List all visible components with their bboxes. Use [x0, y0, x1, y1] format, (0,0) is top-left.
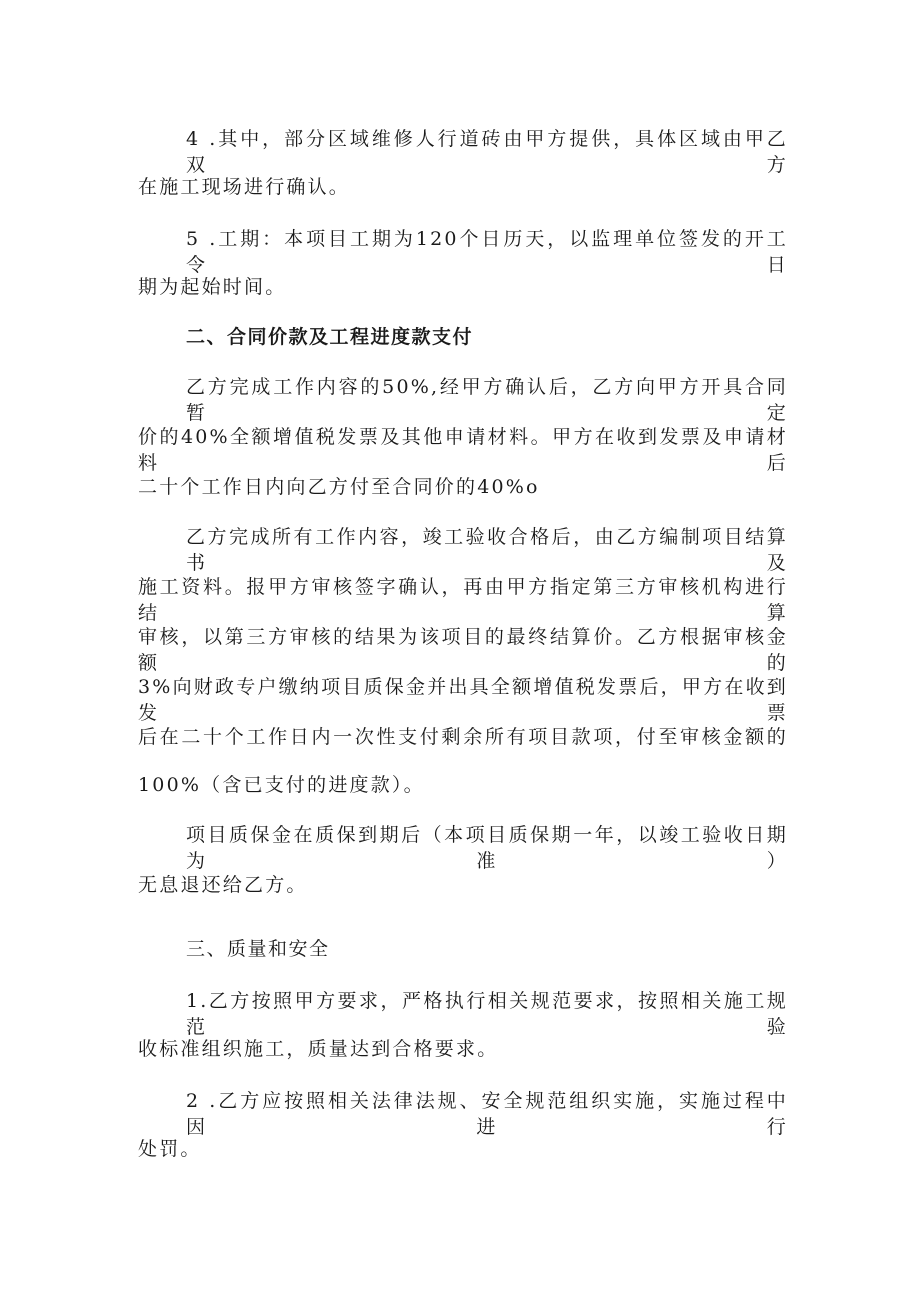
paragraph-line: 收标准组织施工，质量达到合格要求。: [138, 1038, 499, 1060]
paragraph-line: 价的40%全额增值税发票及其他申请材料。甲方在收到发票及申请材料后: [138, 426, 788, 474]
paragraph-line: 5 .工期：本项目工期为120个日历天，以监理单位签发的开工令日: [186, 228, 788, 276]
paragraph-line: 乙方完成所有工作内容，竣工验收合格后，由乙方编制项目结算书及: [186, 526, 788, 574]
paragraph-line: 3%向财政专户缴纳项目质保金并出具全额增值税发票后，甲方在收到发票: [138, 676, 788, 724]
paragraph-line: 施工资料。报甲方审核签字确认，再由甲方指定第三方审核机构进行结算: [138, 576, 788, 624]
paragraph-line: 2 .乙方应按照相关法律法规、安全规范组织实施，实施过程中因进行: [186, 1090, 788, 1138]
paragraph-line: 项目质保金在质保到期后（本项目质保期一年，以竣工验收日期为准）: [186, 824, 788, 872]
paragraph-line: 4 .其中，部分区域维修人行道砖由甲方提供，具体区域由甲乙双方: [186, 128, 788, 176]
section-heading: 三、质量和安全: [186, 938, 330, 960]
section-heading: 二、合同价款及工程进度款支付: [186, 326, 474, 348]
paragraph-line: 二十个工作日内向乙方付至合同价的40%o: [138, 476, 540, 498]
paragraph-line: 审核，以第三方审核的结果为该项目的最终结算价。乙方根据审核金额的: [138, 626, 788, 674]
paragraph-line: 期为起始时间。: [138, 276, 287, 298]
paragraph-line: 后在二十个工作日内一次性支付剩余所有项目款项，付至审核金额的: [138, 726, 788, 748]
paragraph-line: 在施工现场进行确认。: [138, 176, 351, 198]
paragraph-line: 1.乙方按照甲方要求，严格执行相关规范要求，按照相关施工规范验: [186, 990, 788, 1038]
paragraph-line: 100%（含已支付的进度款）。: [138, 774, 425, 796]
paragraph-line: 无息退还给乙方。: [138, 874, 308, 896]
paragraph-line: 乙方完成工作内容的50%,经甲方确认后，乙方向甲方开具合同暂定: [186, 376, 788, 424]
paragraph-line: 处罚。: [138, 1138, 202, 1160]
